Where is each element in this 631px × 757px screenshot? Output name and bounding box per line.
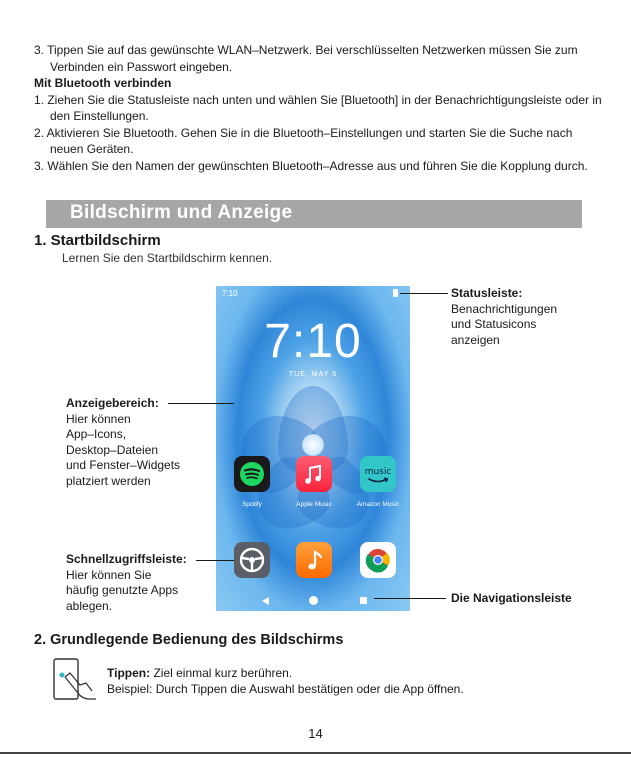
tap-gesture-icon: [48, 655, 100, 707]
status-callout-line: [400, 293, 448, 294]
display-area-callout-line5: platziert werden: [66, 473, 151, 488]
navigation-bar: [216, 591, 410, 611]
status-bar-callout-line3: anzeigen: [451, 332, 500, 347]
navigation-bar-callout: [451, 591, 572, 607]
back-icon[interactable]: [262, 597, 269, 605]
intro-text: [34, 42, 604, 174]
navigation-bar-callout-title: Die Navigationsleiste: [451, 591, 572, 605]
tap-label: Tippen:: [107, 666, 151, 680]
display-area-callout-line3: Desktop–Dateien: [66, 442, 159, 457]
spotify-label: Spotify: [242, 501, 262, 508]
apple-music-label: Apple Music: [296, 501, 332, 508]
steering-wheel-icon: [234, 542, 270, 578]
quick-access-callout-line1: Hier können Sie: [66, 567, 152, 582]
display-area-callout: [66, 396, 180, 489]
status-bar-callout-title: Statusleiste:: [451, 286, 523, 300]
status-bar-callout-line1: Benachrichtigungen: [451, 301, 558, 316]
apple-music-icon: [296, 456, 332, 492]
amazon-music-app[interactable]: [360, 456, 396, 492]
section-header-bar: [46, 200, 582, 228]
bluetooth-step-3: 3. Wählen Sie den Namen der gewünschten Bluetooth–Adresse aus und führen Sie die Kopplung durch.: [34, 158, 588, 173]
bluetooth-step-1: 1. Ziehen Sie die Statusleiste nach unten und wählen Sie [Bluetooth] in der Benachrichtigungsleiste oder in den Einstellungen.: [34, 92, 602, 123]
home-screen-subtitle: Lernen Sie den Startbildschirm kennen.: [62, 251, 273, 265]
chrome-icon: [360, 542, 396, 578]
display-area-callout-line1: Hier können: [66, 411, 131, 426]
bluetooth-step-2: 2. Aktivieren Sie Bluetooth. Gehen Sie in die Bluetooth–Einstellungen und starten Sie die Suche nach neuen Geräten.: [34, 125, 573, 156]
battery-icon: [393, 289, 398, 297]
svg-text:music: music: [364, 467, 392, 477]
basic-operation-heading: 2. Grundlegende Bedienung des Bildschirms: [34, 632, 344, 648]
home-icon[interactable]: [309, 596, 318, 605]
tap-example: Beispiel: Durch Tippen die Auswahl bestätigen oder die App öffnen.: [107, 682, 464, 696]
quick-access-callout-line3: ablegen.: [66, 598, 113, 613]
display-area-callout-line4: und Fenster–Widgets: [66, 458, 181, 472]
bluetooth-heading: Mit Bluetooth verbinden: [34, 76, 172, 90]
nav-callout-line: [374, 598, 446, 599]
lockscreen-date: TUE, MAY 5: [288, 371, 338, 378]
quick-access-callout: [66, 552, 187, 614]
status-bar-callout: [451, 286, 557, 348]
chrome-app[interactable]: [360, 542, 396, 578]
phone-home-screen: [216, 286, 410, 611]
display-area-callout-title: Anzeigebereich:: [66, 396, 159, 410]
spotify-app[interactable]: [234, 456, 270, 492]
wlan-step-3: 3. Tippen Sie auf das gewünschte WLAN–Netzwerk. Bei verschlüsselten Netzwerken müssen Sie zum Verbinden ein Passwort eingeben.: [34, 43, 578, 74]
amazon-music-label: Amazon Music: [356, 501, 400, 508]
recent-apps-icon[interactable]: [360, 597, 367, 604]
display-area-callout-line2: App–Icons,: [66, 427, 127, 441]
amazon-music-icon: [360, 456, 396, 492]
page-bottom-rule: [0, 752, 631, 754]
tap-desc: Ziel einmal kurz berühren.: [150, 666, 293, 680]
spotify-icon: [234, 456, 270, 492]
quick-access-callout-line2: häufig genutzte Apps: [66, 583, 179, 597]
home-screen-heading: 1. Startbildschirm: [34, 232, 161, 249]
lockscreen-clock: 7:10: [264, 315, 362, 368]
music-note-icon: [296, 542, 332, 578]
apple-music-app[interactable]: [296, 456, 332, 492]
tap-description: [107, 665, 464, 697]
car-app[interactable]: [234, 542, 270, 578]
status-bar-callout-line2: und Statusicons: [451, 317, 537, 331]
status-bar-time: 7:10: [222, 289, 238, 298]
page-number: 14: [308, 726, 323, 741]
section-title: Bildschirm und Anzeige: [70, 202, 293, 223]
flower-center: [302, 434, 324, 456]
quick-callout-line: [196, 560, 234, 561]
quick-access-callout-title: Schnellzugriffsleiste:: [66, 552, 187, 566]
music-app[interactable]: [296, 542, 332, 578]
